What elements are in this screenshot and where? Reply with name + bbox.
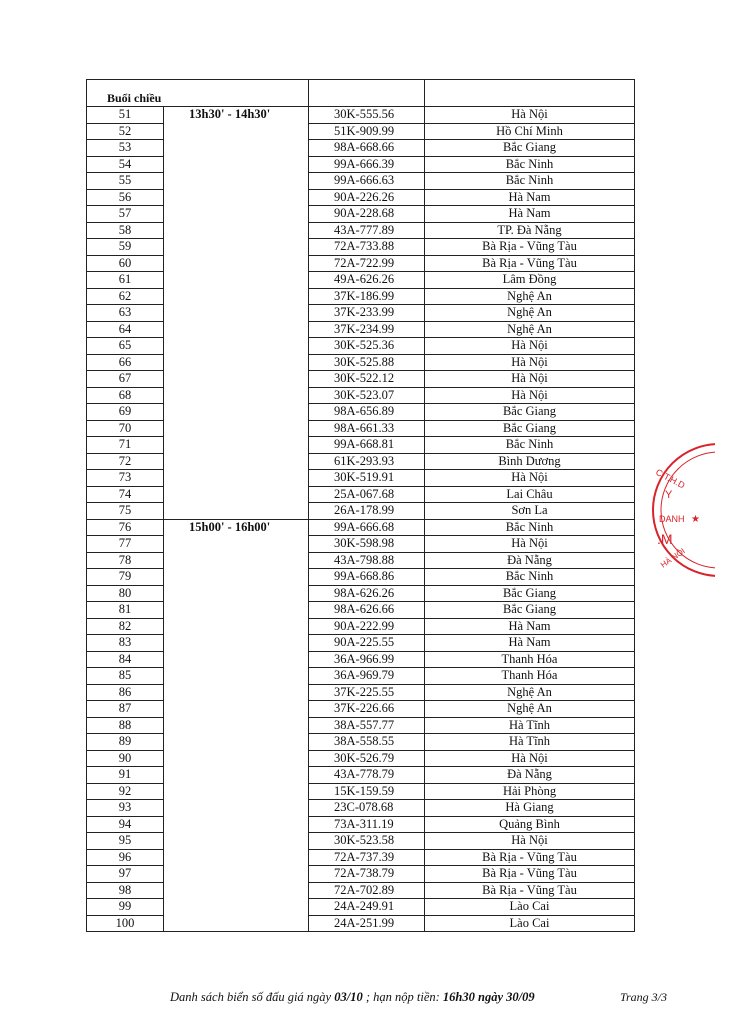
license-plate: 99A-668.86 [309, 569, 425, 586]
row-number: 94 [87, 816, 164, 833]
row-number: 78 [87, 552, 164, 569]
row-number: 68 [87, 387, 164, 404]
province: Bắc Giang [425, 602, 635, 619]
license-plate: 37K-233.99 [309, 305, 425, 322]
province: Hà Nội [425, 107, 635, 124]
province: Hà Tĩnh [425, 717, 635, 734]
license-plate: 26A-178.99 [309, 503, 425, 520]
license-plate: 99A-666.63 [309, 173, 425, 190]
province: Bắc Ninh [425, 519, 635, 536]
row-number: 81 [87, 602, 164, 619]
license-plate: 37K-234.99 [309, 321, 425, 338]
row-number: 85 [87, 668, 164, 685]
red-seal-stamp [645, 440, 715, 580]
row-number: 54 [87, 156, 164, 173]
row-number: 62 [87, 288, 164, 305]
province: Hà Tĩnh [425, 734, 635, 751]
license-plate: 72A-733.88 [309, 239, 425, 256]
row-number: 76 [87, 519, 164, 536]
license-plate: 90A-228.68 [309, 206, 425, 223]
license-plate: 72A-702.89 [309, 882, 425, 899]
province: Lâm Đồng [425, 272, 635, 289]
province: Bắc Ninh [425, 156, 635, 173]
row-number: 71 [87, 437, 164, 454]
province: Hà Nội [425, 536, 635, 553]
province: TP. Đà Nẵng [425, 222, 635, 239]
row-number: 72 [87, 453, 164, 470]
license-plate: 15K-159.59 [309, 783, 425, 800]
svg-text:Y: Y [665, 489, 673, 501]
header-empty-cell [425, 80, 635, 107]
row-number: 69 [87, 404, 164, 421]
province: Lào Cai [425, 915, 635, 932]
row-number: 58 [87, 222, 164, 239]
province: Quảng Bình [425, 816, 635, 833]
license-plate: 98A-626.66 [309, 602, 425, 619]
license-plate: 99A-666.68 [309, 519, 425, 536]
license-plate: 30K-598.98 [309, 536, 425, 553]
plate-auction-table-body [87, 80, 635, 932]
province: Bắc Giang [425, 404, 635, 421]
province: Lai Châu [425, 486, 635, 503]
license-plate: 90A-222.99 [309, 618, 425, 635]
province: Hà Nội [425, 833, 635, 850]
row-number: 79 [87, 569, 164, 586]
license-plate: 38A-558.55 [309, 734, 425, 751]
row-number: 60 [87, 255, 164, 272]
province: Hà Nội [425, 750, 635, 767]
license-plate: 25A-067.68 [309, 486, 425, 503]
province: Bắc Giang [425, 585, 635, 602]
license-plate: 43A-798.88 [309, 552, 425, 569]
province: Bắc Ninh [425, 173, 635, 190]
table-row [87, 107, 635, 124]
row-number: 82 [87, 618, 164, 635]
row-number: 100 [87, 915, 164, 932]
license-plate: 38A-557.77 [309, 717, 425, 734]
row-number: 75 [87, 503, 164, 520]
province: Hà Nam [425, 189, 635, 206]
province: Bắc Ninh [425, 437, 635, 454]
row-number: 67 [87, 371, 164, 388]
license-plate: 90A-225.55 [309, 635, 425, 652]
license-plate: 51K-909.99 [309, 123, 425, 140]
page-number: Trang 3/3 [620, 990, 668, 1004]
province: Hà Nội [425, 354, 635, 371]
license-plate: 37K-225.55 [309, 684, 425, 701]
province: Đà Nẵng [425, 767, 635, 784]
license-plate: 72A-737.39 [309, 849, 425, 866]
row-number: 73 [87, 470, 164, 487]
province: Hồ Chí Minh [425, 123, 635, 140]
row-number: 92 [87, 783, 164, 800]
footer-payment-deadline: 16h30 ngày 30/09 [442, 990, 535, 1004]
footer-middle: ; hạn nộp tiền: [362, 990, 443, 1004]
license-plate: 98A-668.66 [309, 140, 425, 157]
license-plate: 99A-666.39 [309, 156, 425, 173]
row-number: 66 [87, 354, 164, 371]
province: Hà Giang [425, 800, 635, 817]
svg-text:DANH: DANH [659, 514, 685, 524]
svg-text:HÀ NỘI: HÀ NỘI [658, 546, 687, 570]
license-plate: 24A-249.91 [309, 899, 425, 916]
row-number: 52 [87, 123, 164, 140]
footer-prefix: Danh sách biển số đấu giá ngày [170, 990, 335, 1004]
province: Nghệ An [425, 701, 635, 718]
license-plate: 90A-226.26 [309, 189, 425, 206]
province: Bà Rịa - Vũng Tàu [425, 239, 635, 256]
red-seal-stamp-graphic [645, 440, 715, 580]
row-number: 80 [87, 585, 164, 602]
footer-note [170, 990, 535, 1005]
province: Bắc Ninh [425, 569, 635, 586]
row-number: 57 [87, 206, 164, 223]
province: Hà Nội [425, 338, 635, 355]
province: Thanh Hóa [425, 668, 635, 685]
province: Bắc Giang [425, 140, 635, 157]
row-number: 53 [87, 140, 164, 157]
license-plate: 30K-525.36 [309, 338, 425, 355]
province: Nghệ An [425, 288, 635, 305]
province: Hà Nam [425, 206, 635, 223]
row-number: 95 [87, 833, 164, 850]
province: Bắc Giang [425, 420, 635, 437]
row-number: 93 [87, 800, 164, 817]
province: Bà Rịa - Vũng Tàu [425, 866, 635, 883]
row-number: 96 [87, 849, 164, 866]
row-number: 63 [87, 305, 164, 322]
row-number: 64 [87, 321, 164, 338]
license-plate: 99A-668.81 [309, 437, 425, 454]
row-number: 65 [87, 338, 164, 355]
session-header-row [87, 80, 635, 107]
row-number: 88 [87, 717, 164, 734]
row-number: 51 [87, 107, 164, 124]
row-number: 74 [87, 486, 164, 503]
province: Bà Rịa - Vũng Tàu [425, 255, 635, 272]
license-plate: 30K-519.91 [309, 470, 425, 487]
session-label: Buổi chiều [87, 80, 309, 107]
province: Nghệ An [425, 321, 635, 338]
license-plate: 30K-522.12 [309, 371, 425, 388]
row-number: 56 [87, 189, 164, 206]
license-plate: 49A-626.26 [309, 272, 425, 289]
license-plate: 30K-526.79 [309, 750, 425, 767]
row-number: 97 [87, 866, 164, 883]
row-number: 84 [87, 651, 164, 668]
province: Hải Phòng [425, 783, 635, 800]
license-plate: 30K-555.56 [309, 107, 425, 124]
row-number: 89 [87, 734, 164, 751]
row-number: 90 [87, 750, 164, 767]
province: Hà Nội [425, 387, 635, 404]
plate-auction-table [86, 79, 635, 932]
table-row [87, 519, 635, 536]
time-slot: 13h30' - 14h30' [164, 107, 309, 520]
footer-auction-date: 03/10 [334, 990, 363, 1004]
row-number: 86 [87, 684, 164, 701]
province: Nghệ An [425, 305, 635, 322]
province: Bình Dương [425, 453, 635, 470]
svg-text:★: ★ [691, 514, 700, 525]
header-empty-cell [309, 80, 425, 107]
row-number: 55 [87, 173, 164, 190]
province: Sơn La [425, 503, 635, 520]
license-plate: 36A-969.79 [309, 668, 425, 685]
license-plate: 61K-293.93 [309, 453, 425, 470]
province: Bà Rịa - Vũng Tàu [425, 849, 635, 866]
row-number: 98 [87, 882, 164, 899]
row-number: 83 [87, 635, 164, 652]
license-plate: 43A-778.79 [309, 767, 425, 784]
row-number: 59 [87, 239, 164, 256]
license-plate: 24A-251.99 [309, 915, 425, 932]
license-plate: 72A-738.79 [309, 866, 425, 883]
province: Hà Nam [425, 618, 635, 635]
province: Đà Nẵng [425, 552, 635, 569]
province: Nghệ An [425, 684, 635, 701]
row-number: 77 [87, 536, 164, 553]
row-number: 70 [87, 420, 164, 437]
row-number: 87 [87, 701, 164, 718]
province: Hà Nội [425, 371, 635, 388]
province: Thanh Hóa [425, 651, 635, 668]
license-plate: 36A-966.99 [309, 651, 425, 668]
svg-text:C.T.H.D: C.T.H.D [654, 466, 687, 491]
license-plate: 37K-226.66 [309, 701, 425, 718]
license-plate: 37K-186.99 [309, 288, 425, 305]
province: Hà Nam [425, 635, 635, 652]
row-number: 99 [87, 899, 164, 916]
license-plate: 43A-777.89 [309, 222, 425, 239]
province: Hà Nội [425, 470, 635, 487]
license-plate: 98A-626.26 [309, 585, 425, 602]
license-plate: 23C-078.68 [309, 800, 425, 817]
license-plate: 30K-525.88 [309, 354, 425, 371]
time-slot: 15h00' - 16h00' [164, 519, 309, 932]
svg-text:.M: .M [657, 531, 673, 547]
row-number: 91 [87, 767, 164, 784]
province: Lào Cai [425, 899, 635, 916]
license-plate: 72A-722.99 [309, 255, 425, 272]
province: Bà Rịa - Vũng Tàu [425, 882, 635, 899]
license-plate: 30K-523.58 [309, 833, 425, 850]
license-plate: 98A-661.33 [309, 420, 425, 437]
license-plate: 30K-523.07 [309, 387, 425, 404]
license-plate: 98A-656.89 [309, 404, 425, 421]
row-number: 61 [87, 272, 164, 289]
license-plate: 73A-311.19 [309, 816, 425, 833]
